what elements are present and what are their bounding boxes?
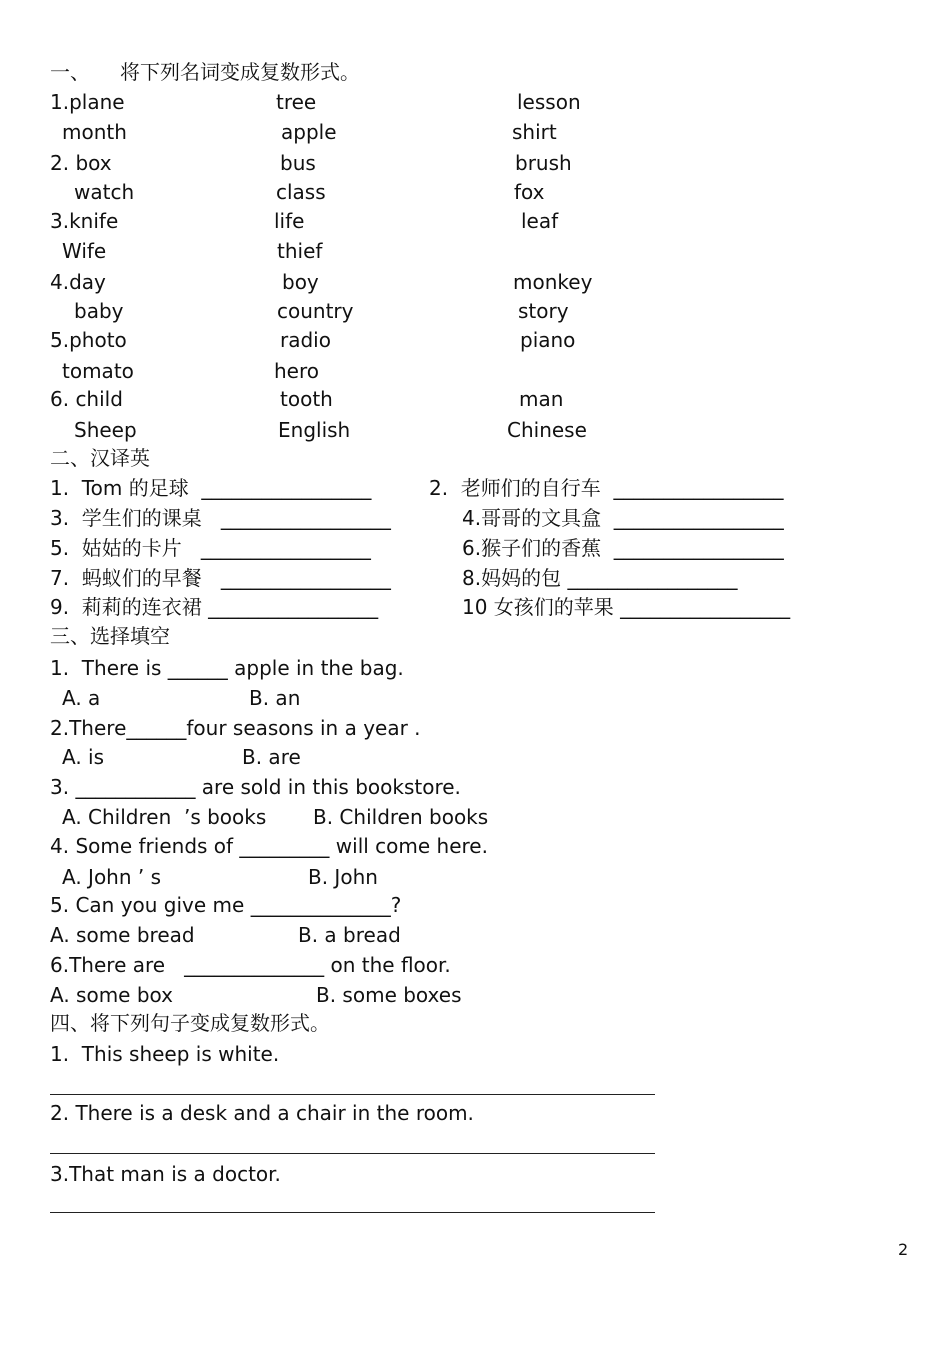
- section3-heading: 三、选择填空: [50, 624, 170, 648]
- answer-line: [50, 1094, 655, 1095]
- option-b: B. John: [308, 865, 378, 889]
- answer-line: [50, 1212, 655, 1213]
- translation-item: 4.哥哥的文具盒 _________________: [462, 506, 784, 530]
- word: fox: [514, 180, 545, 204]
- word: lesson: [517, 90, 581, 114]
- word: country: [277, 299, 354, 323]
- option-b: B. a bread: [298, 923, 401, 947]
- option-b: B. Children books: [313, 805, 489, 829]
- word: 5.photo: [50, 328, 127, 352]
- sentence: 1. This sheep is white.: [50, 1042, 280, 1066]
- question: 4. Some friends of _________ will come here.: [50, 834, 488, 858]
- translation-item: 8.妈妈的包 _________________: [462, 566, 738, 590]
- word: tooth: [280, 387, 333, 411]
- word: man: [519, 387, 564, 411]
- word: month: [62, 120, 127, 144]
- word: life: [274, 209, 305, 233]
- option-b: B. are: [242, 745, 301, 769]
- word: Chinese: [507, 418, 587, 442]
- word: thief: [277, 239, 323, 263]
- word: baby: [74, 299, 124, 323]
- word: brush: [515, 151, 572, 175]
- page-number: 2: [898, 1240, 909, 1259]
- translation-item: 2. 老师们的自行车 _________________: [429, 476, 784, 500]
- word: tomato: [62, 359, 134, 383]
- option-a: A. is: [62, 745, 105, 769]
- option-a: A. a: [62, 686, 101, 710]
- word: 4.day: [50, 270, 106, 294]
- option-a: A. some box: [50, 983, 173, 1007]
- sentence: 3.That man is a doctor.: [50, 1162, 281, 1186]
- translation-item: 1. Tom 的足球 _________________: [50, 476, 372, 500]
- option-a: A. John ’ s: [62, 865, 162, 889]
- word: hero: [274, 359, 319, 383]
- option-a: A. Children ’s books: [62, 805, 267, 829]
- word: piano: [520, 328, 576, 352]
- translation-item: 10 女孩们的苹果 _________________: [462, 595, 791, 619]
- translation-item: 3. 学生们的课桌 _________________: [50, 506, 391, 530]
- word: class: [276, 180, 326, 204]
- translation-item: 5. 姑姑的卡片 _________________: [50, 536, 371, 560]
- sentence: 2. There is a desk and a chair in the room.: [50, 1101, 474, 1125]
- word: leaf: [521, 209, 559, 233]
- section2-heading: 二、汉译英: [50, 446, 150, 470]
- option-b: B. an: [249, 686, 301, 710]
- word: apple: [281, 120, 337, 144]
- word: English: [278, 418, 351, 442]
- section4-heading: 四、将下列句子变成复数形式。: [50, 1011, 330, 1035]
- word: radio: [280, 328, 331, 352]
- translation-item: 9. 莉莉的连衣裙 _________________: [50, 595, 379, 619]
- word: 1.plane: [50, 90, 125, 114]
- translation-item: 7. 蚂蚁们的早餐 _________________: [50, 566, 391, 590]
- question: 6.There are ______________ on the floor.: [50, 953, 451, 977]
- translation-item: 6.猴子们的香蕉 _________________: [462, 536, 784, 560]
- question: 1. There is ______ apple in the bag.: [50, 656, 404, 680]
- section1-heading: 一、 将下列名词变成复数形式。: [50, 60, 360, 84]
- word: boy: [282, 270, 319, 294]
- word: 2. box: [50, 151, 112, 175]
- question: 5. Can you give me ______________?: [50, 893, 402, 917]
- question: 3. ____________ are sold in this bookstore.: [50, 775, 461, 799]
- word: watch: [74, 180, 135, 204]
- word: bus: [280, 151, 316, 175]
- word: 3.knife: [50, 209, 119, 233]
- option-b: B. some boxes: [316, 983, 462, 1007]
- word: tree: [276, 90, 317, 114]
- word: monkey: [513, 270, 593, 294]
- word: 6. child: [50, 387, 123, 411]
- question: 2.There______four seasons in a year .: [50, 716, 421, 740]
- word: story: [518, 299, 569, 323]
- answer-line: [50, 1153, 655, 1154]
- word: Sheep: [74, 418, 137, 442]
- word: Wife: [62, 239, 107, 263]
- option-a: A. some bread: [50, 923, 195, 947]
- word: shirt: [512, 120, 557, 144]
